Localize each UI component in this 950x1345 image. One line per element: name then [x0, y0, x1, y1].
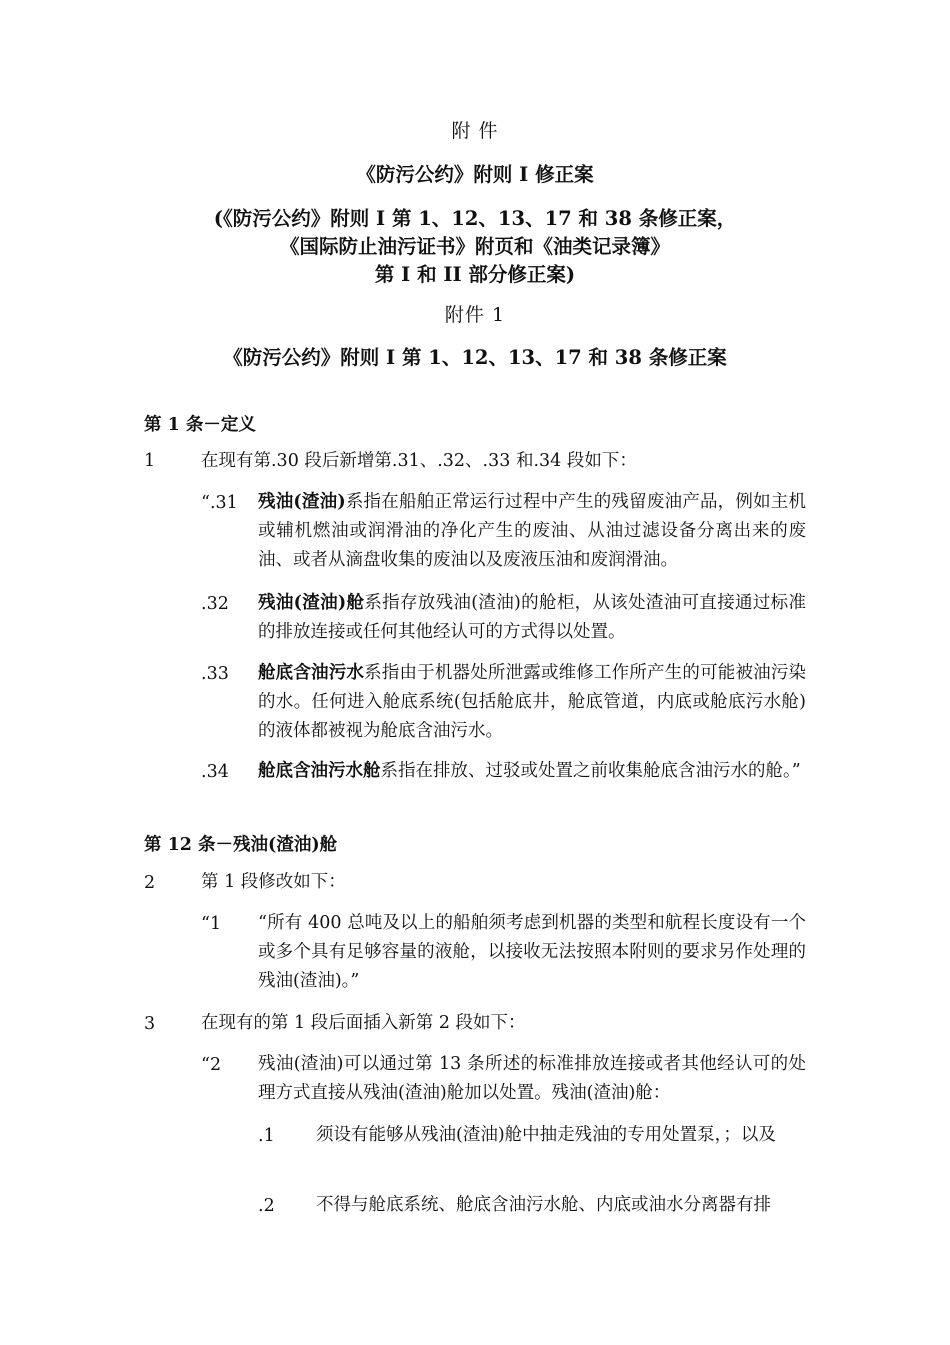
subtitle-line-3: 第 I 和 II 部分修正案) [374, 263, 576, 286]
defined-term: 舱底含油污水 [258, 663, 365, 683]
annex-1-title: 《防污公约》附则 I 第 1、12、13、17 和 38 条修正案 [223, 346, 727, 369]
subparagraph-2: 不得与舱底系统、舱底含油污水舱、内底或油水分离器有排 [316, 1195, 771, 1215]
definition-text: 系指在船舶正常运行过程中产生的残留废油产品，例如主机或辅机燃油或润滑油的净化产生的废油、从油过滤设备分离出来的废油、或者从滴盘收集的废油以及废液压油和废润滑油。 [258, 492, 807, 570]
subparagraph-number: .2 [258, 1196, 275, 1216]
regulation-1-heading: 第 1 条－定义 [144, 415, 256, 435]
subparagraph-number: .1 [258, 1126, 275, 1146]
definition-paragraph-32 [258, 589, 806, 647]
definition-paragraph-34 [258, 757, 806, 786]
definition-text: 系指由于机器处所泄露或维修工作所产生的可能被油污染的水。任何进入舱底系统(包括舱底井，舱底管道，内底或舱底污水舱)的液体都被视为舱底含油污水。 [258, 663, 807, 741]
paragraph-number: “.31 [201, 493, 238, 513]
annex-label: 附 件 [451, 120, 499, 142]
definition-text: 系指在排放、过驳或处置之前收集舱底含油污水的舱。” [380, 761, 801, 781]
item-number: 2 [144, 873, 156, 893]
new-paragraph-2: 残油(渣油)可以通过第 13 条所述的标准排放连接或者其他经认可的处理方式直接从残油(渣油)舱加以处置。残油(渣油)舱： [258, 1054, 806, 1103]
amended-paragraph-1: “所有 400 总吨及以上的船舶须考虑到机器的类型和航程长度设有一个或多个具有足够容量的液舱，以接收无法按照本附则的要求另作处理的残油(渣油)。” [258, 913, 806, 991]
defined-term: 残油(渣油) [258, 492, 346, 512]
item-number: 1 [144, 451, 156, 471]
paragraph-number: .33 [201, 664, 229, 684]
paragraph-number: “1 [201, 914, 222, 934]
item-text: 在现有的第 1 段后面插入新第 2 段如下： [201, 1013, 526, 1033]
document-title: 《防污公约》附则 I 修正案 [356, 163, 594, 186]
subtitle-line-2: 《国际防止油污证书》附页和《油类记录簿》 [279, 235, 670, 258]
definition-paragraph-31 [258, 488, 806, 575]
subparagraph-1: 须设有能够从残油(渣油)舱中抽走残油的专用处置泵，；以及 [316, 1125, 776, 1145]
defined-term: 残油(渣油)舱 [258, 593, 365, 613]
definition-text: 系指存放残油(渣油)的舱柜，从该处渣油可直接通过标准的排放连接或任何其他经认可的方式得以处置。 [258, 593, 806, 642]
annex-1-label: 附件 1 [444, 304, 506, 326]
definition-paragraph-33 [258, 659, 806, 746]
item-number: 3 [144, 1014, 156, 1034]
item-text: 第 1 段修改如下： [201, 872, 346, 892]
paragraph-number: “2 [201, 1055, 222, 1075]
subtitle-line-1: (《防污公约》附则 I 第 1、12、13、17 和 38 条修正案， [213, 207, 737, 230]
regulation-12-heading: 第 12 条－残油(渣油)舱 [144, 835, 338, 855]
item-text: 在现有第.30 段后新增第.31、.32、.33 和.34 段如下： [201, 451, 637, 471]
paragraph-number: .34 [201, 762, 229, 782]
paragraph-number: .32 [201, 594, 229, 614]
defined-term: 舱底含油污水舱 [258, 761, 381, 781]
